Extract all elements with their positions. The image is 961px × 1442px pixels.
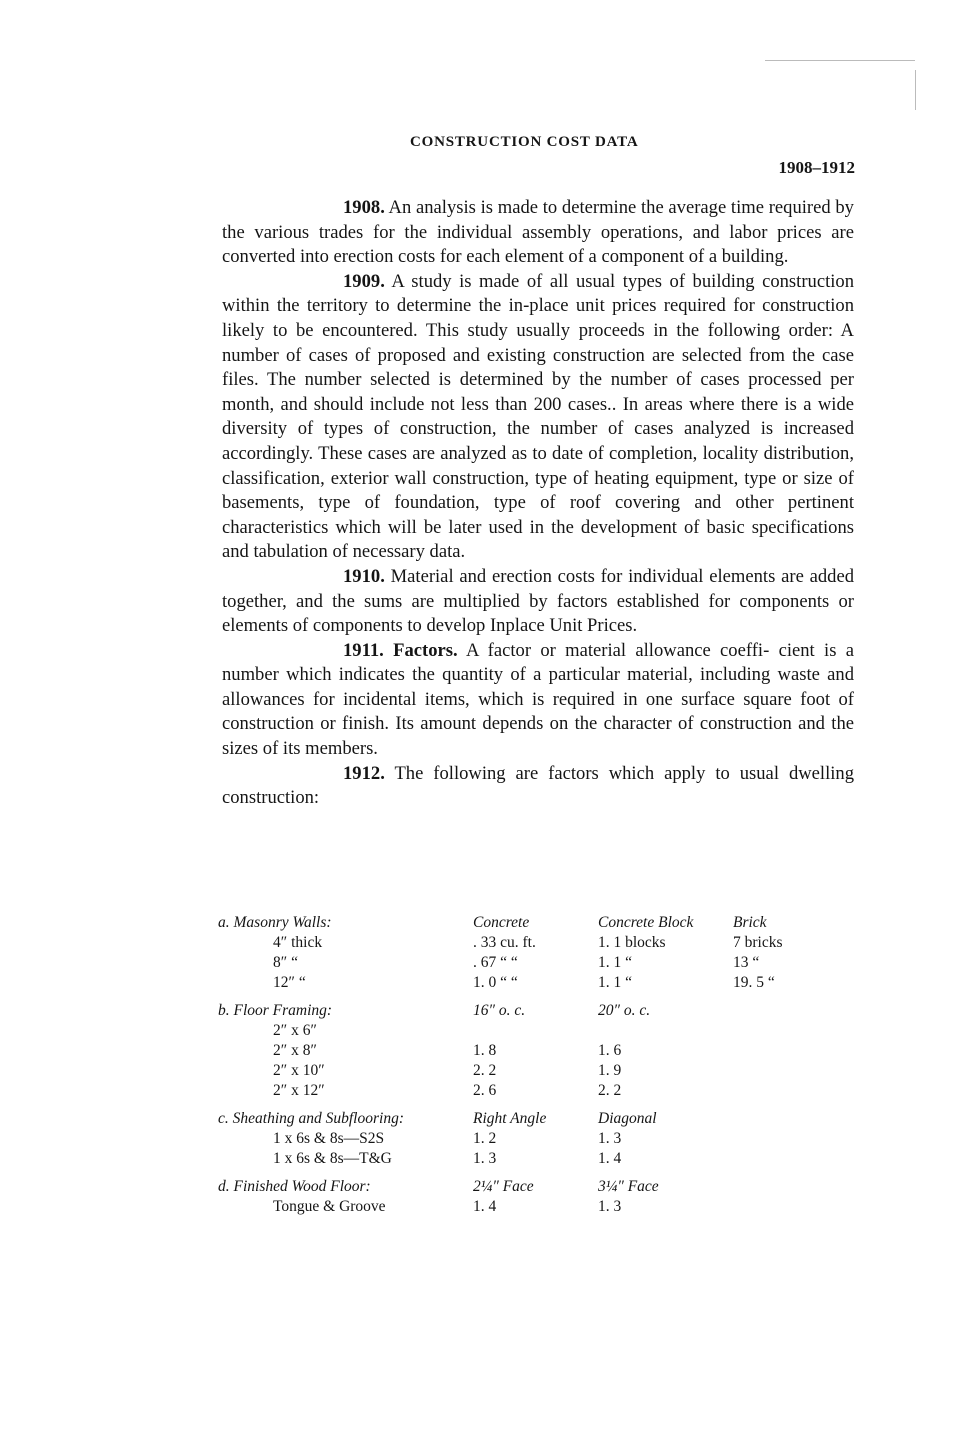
table-row [218, 1041, 838, 1061]
row-label: 8″ “ [273, 954, 298, 971]
section-range: 1908–1912 [778, 158, 855, 177]
paragraph-1909 [222, 270, 854, 565]
column-header: 3¼″ Face [598, 1178, 659, 1195]
cell-value: 1. 1 “ [598, 954, 633, 971]
cell-value: 1. 8 [473, 1042, 497, 1059]
scan-edge-mark [765, 60, 915, 61]
paragraph-1911 [222, 639, 854, 762]
paragraph-1908 [222, 196, 854, 270]
cell-value: 1. 9 [598, 1062, 622, 1079]
table-row [218, 1021, 838, 1041]
cell-value: 1. 3 [598, 1198, 622, 1215]
table-row [218, 1129, 838, 1149]
row-label: 12″ “ [273, 974, 306, 991]
cell-value: 1. 2 [473, 1130, 497, 1147]
column-header: Right Angle [473, 1110, 547, 1127]
cell-value: 19. 5 “ [733, 974, 775, 991]
cell-value: 1. 6 [598, 1042, 622, 1059]
table-group-header [218, 1109, 838, 1129]
paragraph-first-line: The following are factors which apply to usual [394, 762, 779, 784]
table-row [218, 1081, 838, 1101]
paragraph-number: 1912. [343, 762, 385, 784]
table-group-header [218, 913, 838, 933]
table-group-sheathing [218, 1109, 838, 1169]
cell-value: 13 “ [733, 954, 760, 971]
paragraph-text: required by the various trades for the individual assembly operations, and labor prices are converted into erection costs for each element of a component of a building. [222, 197, 854, 268]
paragraph-number: 1909. [343, 270, 385, 292]
table-group-floor-framing [218, 1001, 838, 1101]
column-header: Concrete [473, 914, 530, 931]
factor-table [218, 913, 838, 1225]
row-label: Tongue & Groove [273, 1198, 386, 1215]
table-group-header [218, 1177, 838, 1197]
column-header: Diagonal [598, 1110, 657, 1127]
column-header: Brick [733, 914, 767, 931]
paragraph-text: construction within the territory to determine the in-place unit prices required for construction likely to be encountered. This study usually proceeds in the following order: A number of cases of proposed and existing construction are selected from the case files. The number selected is determined by the number of cases processed per month, and should include not less than 200 cases.. In areas where there is a wide diversity of types of construction, the number of cases analyzed is increased accordingly. These cases are analyzed as to date of completion, locality distribution, classification, exterior wall construction, type of heating equipment, type or size of basements, type of foundation, type of roof covering and other pertinent characteristics which will be later used in the development of basic specifications and tabulation of necessary data. [222, 270, 854, 563]
page-title: CONSTRUCTION COST DATA [410, 134, 639, 150]
cell-value: 1. 3 [473, 1150, 497, 1167]
row-label: 1 x 6s & 8s—S2S [273, 1130, 385, 1147]
cell-value: . 33 cu. ft. [473, 934, 536, 951]
table-row [218, 973, 838, 993]
paragraph-number: 1911. Factors. [343, 639, 458, 661]
paragraph-text: dwelling construction: [222, 762, 855, 809]
table-row [218, 1197, 838, 1217]
group-label: c. Sheathing and Subflooring: [218, 1110, 404, 1127]
paragraph-1912 [222, 762, 854, 811]
table-row [218, 933, 838, 953]
cell-value: 1. 4 [598, 1150, 622, 1167]
paragraph-first-line: A study is made of all usual types of building [391, 270, 755, 292]
column-header: 16″ o. c. [473, 1002, 526, 1019]
cell-value: 1. 3 [598, 1130, 622, 1147]
paragraph-first-line: A factor or material allowance coeffi- [465, 639, 770, 661]
row-label: 1 x 6s & 8s—T&G [273, 1150, 392, 1167]
cell-value: 2. 2 [473, 1062, 497, 1079]
column-header: 20″ o. c. [598, 1002, 651, 1019]
paragraph-1910 [222, 565, 854, 639]
paragraph-first-line: An analysis is made to determine the average time [388, 197, 764, 218]
cell-value: 1. 4 [473, 1198, 497, 1215]
paragraph-first-line: Material and erection costs for individual elements [390, 565, 776, 587]
row-label: 2″ x 10″ [273, 1062, 325, 1079]
cell-value: 2. 2 [598, 1082, 622, 1099]
row-label: 2″ x 12″ [273, 1082, 325, 1099]
column-header: Concrete Block [598, 914, 694, 931]
table-group-masonry-walls [218, 913, 838, 993]
paragraph-text: cient is a number which indicates the quantity of a particular material, including waste and allowances for incidental items, which is required in one surface square foot of construction or finish. Its amount depends on the character of construction and the sizes of its members. [222, 639, 855, 760]
paragraph-number: 1908. [343, 197, 385, 218]
group-label: a. Masonry Walls: [218, 914, 332, 931]
table-row [218, 1061, 838, 1081]
group-label: d. Finished Wood Floor: [218, 1178, 371, 1195]
paragraph-text: are added together, and the sums are multiplied by factors established for components or elements of components to develop Inplace Unit Prices. [222, 565, 854, 637]
table-group-header [218, 1001, 838, 1021]
body-text [222, 196, 854, 811]
row-label: 4″ thick [273, 934, 323, 951]
table-group-finished-wood-floor [218, 1177, 838, 1217]
cell-value: 1. 0 “ “ [473, 974, 518, 991]
table-row [218, 1149, 838, 1169]
column-header: 2¼″ Face [473, 1178, 534, 1195]
scan-edge-mark [915, 70, 916, 110]
cell-value: 7 bricks [733, 934, 783, 951]
row-label: 2″ x 8″ [273, 1042, 317, 1059]
table-row [218, 953, 838, 973]
cell-value: 2. 6 [473, 1082, 497, 1099]
cell-value: 1. 1 blocks [598, 934, 666, 951]
row-label: 2″ x 6″ [273, 1022, 317, 1039]
paragraph-number: 1910. [343, 565, 385, 587]
cell-value: . 67 “ “ [473, 954, 518, 971]
cell-value: 1. 1 “ [598, 974, 633, 991]
group-label: b. Floor Framing: [218, 1002, 333, 1019]
